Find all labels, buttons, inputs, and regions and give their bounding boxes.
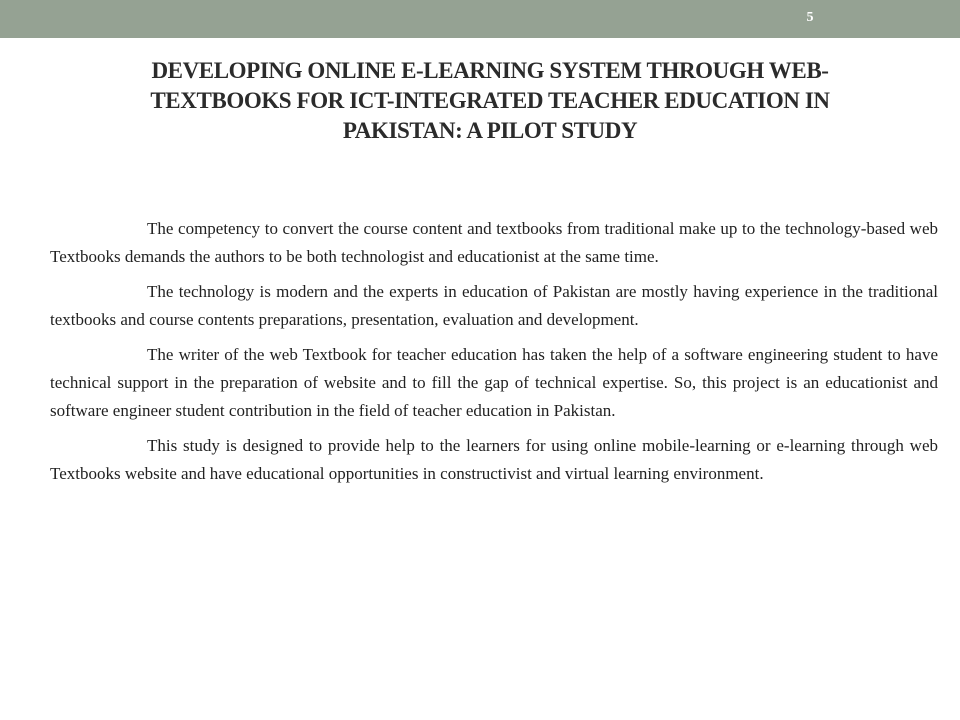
paragraph-2: The technology is modern and the experts in education of Pakistan are mostly having experience in the traditional textbooks and course contents preparations, presentation, evaluation and development. <box>50 282 938 329</box>
body-text <box>50 215 938 495</box>
header-bar <box>0 0 960 38</box>
slide-title: DEVELOPING ONLINE E-LEARNING SYSTEM THROUGH WEB-TEXTBOOKS FOR ICT-INTEGRATED TEACHER EDUCATION IN PAKISTAN: A PILOT STUDY <box>150 58 830 143</box>
page-number: 5 <box>806 10 814 25</box>
paragraph-1: The competency to convert the course content and textbooks from traditional make up to the technology-based web Textbooks demands the authors to be both technologist and educationist at the same time. <box>50 219 938 266</box>
paragraph-3: The writer of the web Textbook for teacher education has taken the help of a software engineering student to have technical support in the preparation of website and to fill the gap of technical expertise. So, this project is an educationist and software engineer student contribution in the field of teacher education in Pakistan. <box>50 345 938 420</box>
paragraph-4: This study is designed to provide help to the learners for using online mobile-learning or e-learning through web Textbooks website and have educational opportunities in constructivist and virtual learning environment. <box>50 436 938 483</box>
